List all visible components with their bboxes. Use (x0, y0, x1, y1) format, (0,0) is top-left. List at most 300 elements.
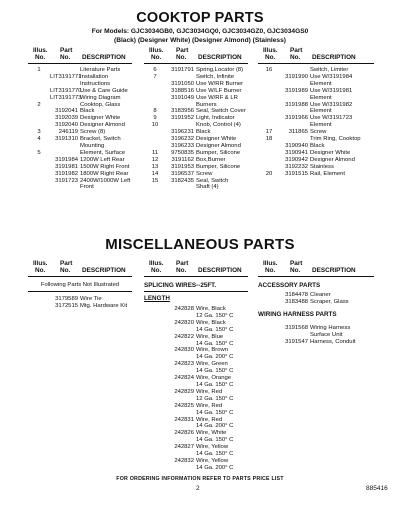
part-number: 3191568 (285, 324, 308, 331)
part-number (280, 67, 310, 74)
illus-number (258, 325, 280, 332)
part-row (144, 129, 248, 136)
no-header: No. (151, 267, 162, 274)
part-row (258, 339, 374, 346)
part-row (28, 150, 132, 157)
part-number (50, 67, 80, 74)
part-number (280, 136, 310, 143)
not-illustrated-note: Following Parts Not Illustrated (28, 277, 132, 292)
part-description: 14 Ga. 200° C (196, 423, 234, 430)
column-header (28, 44, 132, 64)
part-number: 242828 (174, 306, 194, 312)
illus-number (258, 143, 280, 150)
illus-number: 17 (265, 129, 273, 136)
part-description: Element (310, 122, 332, 129)
illus-number (28, 88, 50, 95)
illus-number (258, 292, 280, 299)
illus-header: Illus. (33, 47, 48, 54)
part-number: 3191310 (55, 136, 78, 143)
description-header: DESCRIPTION (312, 267, 356, 274)
part-description: 14 Ga. 150° C (196, 340, 234, 347)
page-number: 2 (196, 485, 200, 492)
part-description: Black (310, 142, 325, 149)
parts-list (144, 304, 248, 472)
illus-number (28, 122, 50, 129)
part-description: Shaft (4) (196, 184, 219, 191)
part-row (144, 451, 248, 458)
part-row (144, 389, 248, 396)
part-row (144, 306, 248, 313)
column-header (258, 257, 374, 277)
no-header: No. (265, 54, 276, 61)
part-description: Designer Almond (196, 142, 241, 149)
illus-number (144, 143, 166, 150)
part-number: 3184478 (285, 292, 308, 298)
part-description: Scraper, Glass (310, 298, 349, 305)
parts-list (28, 292, 132, 310)
part-description: Wire, Yellow (196, 444, 229, 451)
part-number: 3196537 (171, 170, 194, 177)
part-number (166, 465, 196, 472)
part-number: 246119 (58, 129, 78, 136)
part-description: Wiring Diagram (80, 94, 121, 101)
part-row (28, 74, 132, 81)
part-header: Part (60, 47, 73, 54)
illus-number (144, 437, 166, 444)
illus-number (144, 465, 166, 472)
part-number: 3190942 (285, 156, 308, 163)
part-row (28, 129, 132, 136)
part-description: Screw (310, 129, 327, 136)
illus-number (28, 115, 50, 122)
part-description: Wire, Brown (196, 347, 229, 354)
part-number (166, 382, 196, 389)
part-number: 3191723 (55, 177, 78, 184)
part-number: 242820 (174, 319, 194, 326)
splicing-wires-heading: SPLICING WIRES--25FT. (144, 277, 248, 292)
misc-column-2 (144, 257, 248, 472)
part-description: Use W/RF & LR (196, 94, 238, 101)
part-number (280, 108, 310, 115)
part-number: LIT3191773 (50, 94, 82, 101)
part-row (28, 157, 132, 164)
part-row (144, 361, 248, 368)
misc-column-1 (28, 257, 132, 310)
part-number: 242823 (174, 361, 194, 368)
part-description: 1800W Right Rear (80, 170, 129, 177)
illus-number (144, 444, 166, 451)
part-number: 3192041 (55, 108, 78, 115)
cooktop-column-3 (258, 44, 374, 178)
part-number (280, 95, 310, 102)
illus-number (258, 150, 280, 157)
part-description: Stainless (310, 163, 334, 170)
part-number (166, 313, 196, 320)
part-description: Wire, Red (196, 416, 223, 423)
part-number (166, 437, 196, 444)
part-row (144, 320, 248, 327)
illus-number (144, 313, 166, 320)
part-description: 12 Ga. 150° C (196, 395, 234, 402)
part-row (258, 88, 374, 95)
part-description: Switch, Infinite (196, 73, 234, 80)
part-row (28, 108, 132, 115)
column-header (258, 44, 374, 64)
part-row (144, 341, 248, 348)
part-number: 3188516 (171, 87, 194, 94)
illus-number: 5 (37, 149, 41, 156)
illus-number: 16 (265, 67, 273, 73)
part-number: 242832 (174, 457, 194, 464)
no-header: No. (151, 54, 162, 61)
part-description: 14 Ga. 150° C (196, 381, 234, 388)
part-row (258, 74, 374, 81)
part-number: 3191952 (171, 115, 194, 122)
part-description: Mounting (80, 142, 105, 149)
description-header: DESCRIPTION (82, 54, 126, 61)
part-row (144, 115, 248, 122)
part-description: 14 Ga. 150° C (196, 409, 234, 416)
part-description: Wire, Black (196, 306, 226, 312)
illus-number (28, 157, 50, 164)
part-number (280, 332, 310, 339)
part-row (258, 150, 374, 157)
part-number: 242822 (174, 333, 194, 340)
part-number: 3191791 (171, 67, 194, 73)
part-description: Bracket, Switch (80, 136, 121, 143)
parts-list (144, 64, 248, 191)
part-description: Rail, Element (310, 170, 346, 177)
part-description: Cooktop, Glass (80, 101, 121, 108)
part-description: 1500W Right Front (80, 163, 130, 170)
part-description: Wire, Red (196, 388, 223, 395)
illus-number (258, 332, 280, 339)
illus-number: 12 (151, 156, 159, 163)
part-header: Part (290, 260, 303, 267)
part-number: 9750835 (171, 149, 194, 156)
part-number: 3182435 (171, 177, 194, 184)
part-row (144, 143, 248, 150)
illus-number: 10 (151, 122, 159, 129)
part-description: 14 Ga. 200° C (196, 464, 234, 471)
description-header: DESCRIPTION (82, 267, 126, 274)
part-description: Wire, Orange (196, 375, 232, 382)
part-number: 3191988 (285, 101, 308, 108)
parts-list (258, 291, 374, 306)
part-row (144, 102, 248, 109)
part-number: 3196233 (171, 142, 194, 149)
part-number: 3191049 (171, 94, 194, 101)
no-header: No. (176, 54, 187, 61)
part-header: Part (176, 47, 189, 54)
illus-number (144, 410, 166, 417)
part-description: Designer White (196, 136, 237, 143)
part-row (144, 74, 248, 81)
part-number: 242829 (174, 388, 194, 395)
illus-number: 9 (153, 115, 157, 122)
part-row (28, 143, 132, 150)
part-description: Light, Indicator (196, 115, 235, 122)
illus-header: Illus. (149, 47, 164, 54)
illus-number (28, 74, 50, 81)
part-row (258, 136, 374, 143)
part-row (144, 375, 248, 382)
parts-list (28, 64, 132, 191)
part-row (144, 122, 248, 129)
part-description: Cleaner (310, 292, 331, 298)
wiring-harness-heading: WIRING HARNESS PARTS (258, 310, 337, 318)
part-number: 3196232 (171, 136, 194, 143)
part-number: 3191162 (171, 156, 194, 163)
part-description: Wire Tie (80, 296, 102, 302)
part-number (50, 143, 80, 150)
illus-number (144, 320, 166, 327)
part-description: Wire, Black (196, 319, 226, 326)
part-number: LIT3191771 (50, 73, 82, 80)
part-number: 242831 (174, 416, 194, 423)
part-row (144, 396, 248, 403)
part-number: 3190941 (285, 149, 308, 156)
part-description: Knob, Control (4) (196, 122, 241, 129)
part-number: 242824 (174, 375, 194, 382)
part-row (144, 354, 248, 361)
part-description: 1200W Left Rear (80, 156, 125, 163)
no-header: No. (265, 267, 276, 274)
part-row (144, 430, 248, 437)
part-row (258, 67, 374, 74)
part-number (166, 423, 196, 430)
illus-number (144, 417, 166, 424)
part-description: Use W/LF Burner (196, 87, 242, 94)
illus-number: 11 (151, 149, 159, 156)
part-number: 3192039 (55, 115, 78, 122)
part-description: 14 Ga. 150° C (196, 437, 234, 444)
part-description: Use W/3191984 (310, 73, 353, 80)
part-header: Part (176, 260, 189, 267)
part-number: LIT3191770 (50, 87, 82, 94)
no-header: No. (176, 267, 187, 274)
illus-number (144, 95, 166, 102)
illus-number (144, 375, 166, 382)
illus-number (144, 129, 166, 136)
part-description: Wire, White (196, 430, 227, 437)
part-number: 3191990 (285, 73, 308, 80)
misc-column-3 (258, 257, 374, 346)
part-number (166, 451, 196, 458)
illus-number (144, 334, 166, 341)
description-header: DESCRIPTION (198, 54, 242, 61)
part-description: Wire, Yellow (196, 457, 229, 464)
part-row (28, 136, 132, 143)
part-number (166, 396, 196, 403)
part-row (258, 95, 374, 102)
illus-number (144, 389, 166, 396)
cooktop-column-1 (28, 44, 132, 191)
part-description: Bumper, Silicone (196, 149, 241, 156)
illus-number (28, 296, 50, 303)
part-number (166, 368, 196, 375)
description-header: DESCRIPTION (198, 267, 242, 274)
illus-number (28, 95, 50, 102)
part-number: 3191050 (171, 80, 194, 87)
ordering-info-note: FOR ORDERING INFORMATION REFER TO PARTS PRICE LIST (116, 476, 284, 482)
part-number (166, 102, 196, 109)
part-row (144, 81, 248, 88)
part-row (144, 327, 248, 334)
part-description: Instructions (80, 80, 111, 87)
no-header: No. (35, 267, 46, 274)
part-number (280, 81, 310, 88)
part-description: 2400W/1000W Left (80, 177, 131, 184)
illus-number (144, 423, 166, 430)
illus-number (258, 102, 280, 109)
part-description: Element, Surface (80, 149, 126, 156)
part-row (258, 129, 374, 136)
part-description: Use W/RR Burner (196, 80, 244, 87)
part-row (258, 332, 374, 339)
part-row (258, 325, 374, 332)
part-number: 3191981 (55, 163, 78, 170)
part-row (28, 67, 132, 74)
illus-header: Illus. (263, 47, 278, 54)
part-row (144, 184, 248, 191)
part-row (28, 303, 132, 310)
models-line: For Models: GJC3034GB0, GJC3034GQ0, GJC3034GZ0, GJC3034GS0 (91, 28, 309, 35)
illus-header: Illus. (33, 260, 48, 267)
part-description: 14 Ga. 200° C (196, 354, 234, 361)
illus-number (28, 184, 50, 191)
part-number: 3190940 (285, 142, 308, 149)
part-row (258, 299, 374, 306)
illus-number (144, 81, 166, 88)
part-number: 3172515 (55, 302, 78, 309)
part-row (28, 171, 132, 178)
illus-number (28, 178, 50, 185)
illus-number (28, 81, 50, 88)
illus-number (144, 354, 166, 361)
part-description: Designer Almond (80, 122, 125, 129)
misc-parts-title: MISCELLANEOUS PARTS (105, 236, 295, 253)
part-description: 14 Ga. 150° C (196, 451, 234, 458)
part-header: Part (290, 47, 303, 54)
part-description: Wire, Green (196, 361, 228, 368)
illus-number (144, 430, 166, 437)
part-row (144, 423, 248, 430)
part-number (50, 81, 80, 88)
part-number: 3191515 (285, 170, 308, 177)
part-number: 242830 (174, 347, 194, 354)
illus-number: 14 (151, 170, 159, 177)
part-description: Black (196, 129, 211, 136)
part-row (258, 171, 374, 178)
illus-number (28, 164, 50, 171)
cooktop-column-2 (144, 44, 248, 191)
part-row (144, 178, 248, 185)
illus-number (258, 74, 280, 81)
part-description: Black (80, 108, 95, 115)
illus-number (258, 339, 280, 346)
column-header (28, 257, 132, 277)
illus-number (28, 143, 50, 150)
part-number: 3191989 (285, 87, 308, 94)
illus-number (144, 136, 166, 143)
illus-number (144, 341, 166, 348)
description-header: DESCRIPTION (312, 54, 356, 61)
part-number (166, 354, 196, 361)
part-row (144, 410, 248, 417)
part-description: Bumper, Silicone (196, 163, 241, 170)
part-number: 3191953 (171, 163, 194, 170)
part-number (166, 410, 196, 417)
part-row (258, 157, 374, 164)
part-row (144, 417, 248, 424)
illus-number (258, 299, 280, 306)
illus-number: 3 (37, 129, 41, 136)
illus-number (258, 88, 280, 95)
part-row (144, 403, 248, 410)
part-number (166, 327, 196, 334)
part-number (166, 341, 196, 348)
part-number: 3183956 (171, 108, 194, 115)
illus-number: 4 (37, 136, 41, 143)
part-row (28, 164, 132, 171)
part-row (144, 67, 248, 74)
parts-list (258, 64, 374, 178)
part-description: 12 Ga. 150° C (196, 312, 234, 319)
part-description: Front (80, 184, 94, 191)
part-row (144, 437, 248, 444)
part-row (28, 102, 132, 109)
part-row (144, 347, 248, 354)
part-description: Element (310, 108, 332, 115)
part-row (144, 444, 248, 451)
part-number: 3192232 (285, 163, 308, 170)
illus-number (144, 88, 166, 95)
part-description: Box,Burner (196, 156, 226, 163)
part-number (50, 150, 80, 157)
illus-number: 6 (153, 67, 157, 73)
part-description: Element (310, 80, 332, 87)
illus-number (144, 361, 166, 368)
accessory-parts-heading: ACCESSORY PARTS (258, 282, 321, 289)
illus-number (258, 164, 280, 171)
no-header: No. (60, 54, 71, 61)
part-description: Use W/3191982 (310, 101, 353, 108)
part-description: Screw (8) (80, 129, 106, 136)
no-header: No. (35, 54, 46, 61)
document-number: 885416 (366, 485, 388, 492)
part-description: Element (310, 94, 332, 101)
part-description: 14 Ga. 150° C (196, 368, 234, 375)
part-number: 3191966 (285, 115, 308, 122)
part-row (28, 81, 132, 88)
illus-number (144, 403, 166, 410)
colors-line: (Black) (Designer White) (Designer Almond) (Stainless) (114, 37, 286, 44)
part-row (258, 81, 374, 88)
part-description: Wiring Harness (310, 324, 351, 331)
part-row (144, 465, 248, 472)
part-description: Wire, Red (196, 402, 223, 409)
illus-header: Illus. (149, 260, 164, 267)
part-description: Seal, Switch (196, 177, 229, 184)
part-row (144, 95, 248, 102)
part-description: Burners (196, 101, 217, 108)
illus-number: 18 (265, 136, 273, 143)
part-description: Screw (196, 170, 213, 177)
part-number (166, 184, 196, 191)
illus-number (144, 184, 166, 191)
parts-list (258, 320, 374, 346)
